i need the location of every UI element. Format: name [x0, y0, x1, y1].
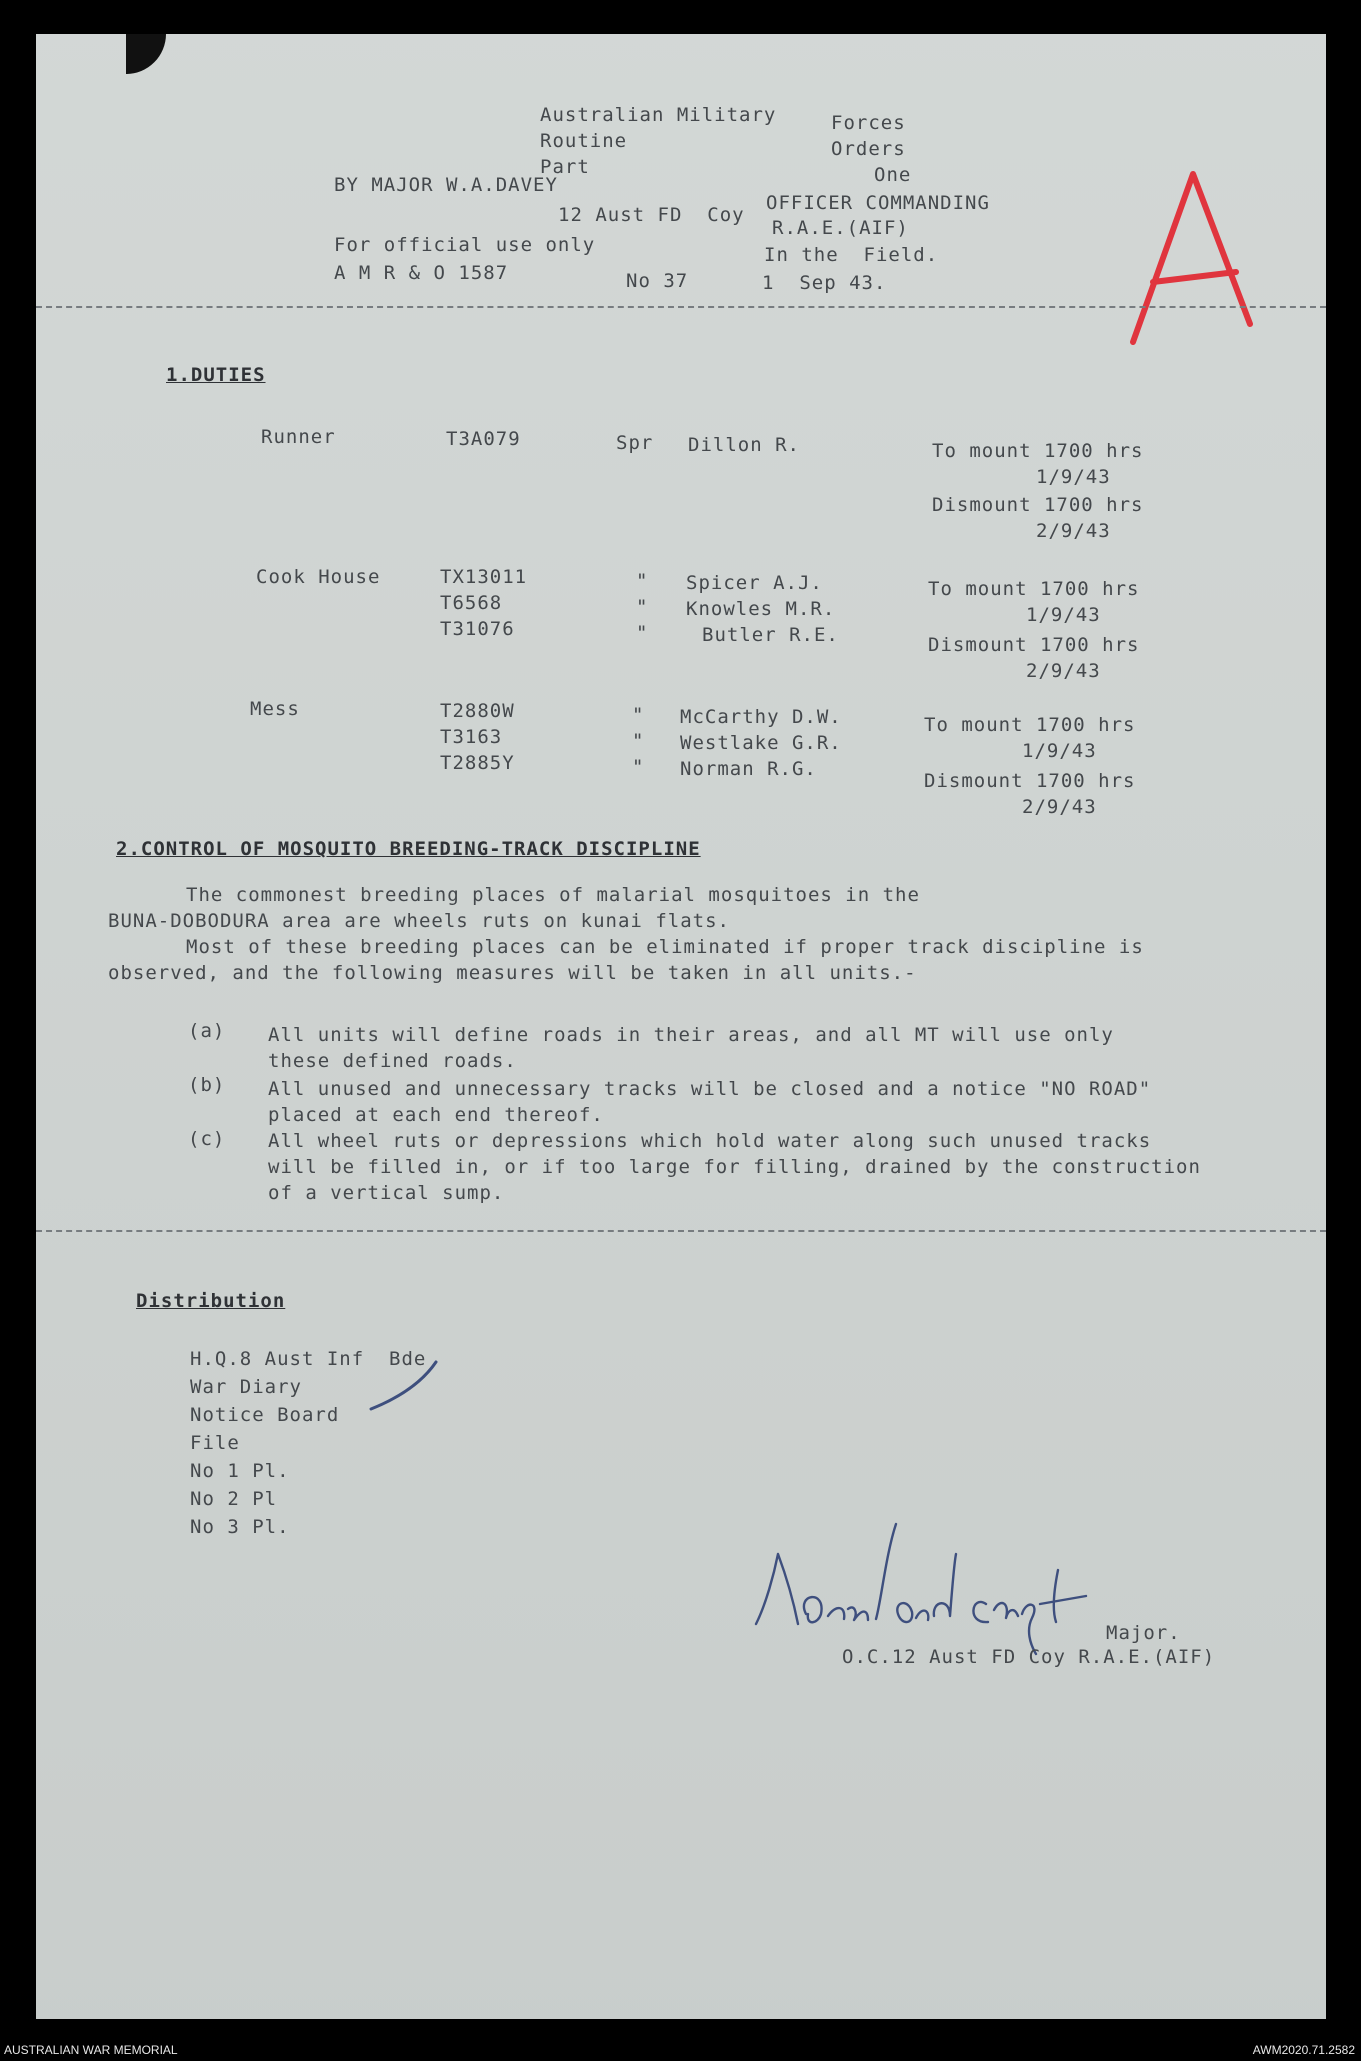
duty-dismount: Dismount 1700 hrs: [924, 770, 1136, 792]
header-line3-right: One: [874, 164, 912, 186]
header-by: BY MAJOR W.A.DAVEY: [334, 174, 558, 196]
para2-line1: Most of these breeding places can be eliminated if proper track discipline is: [186, 936, 1144, 958]
duty-number: TX13011: [440, 566, 528, 588]
duty-name: Knowles M.R.: [686, 598, 836, 620]
duty-number: T2880W: [440, 700, 515, 722]
item-b-line1: All unused and unnecessary tracks will be closed and a notice "NO ROAD": [268, 1078, 1152, 1100]
duty-rank: Spr: [616, 432, 654, 454]
header-line3-left: Part: [540, 156, 590, 178]
duty-rank: ": [636, 622, 649, 644]
duty-dismount-date: 2/9/43: [1036, 520, 1111, 542]
duty-number: T3A079: [446, 428, 521, 450]
duty-mount-date: 1/9/43: [1026, 604, 1101, 626]
header-aif: R.A.E.(AIF): [772, 217, 909, 239]
header-line1-right: Forces: [831, 112, 906, 134]
distribution-title: Distribution: [136, 1290, 286, 1312]
duty-dismount: Dismount 1700 hrs: [928, 634, 1140, 656]
duty-mount: To mount 1700 hrs: [924, 714, 1136, 736]
header-official: For official use only: [334, 234, 596, 256]
duty-mount: To mount 1700 hrs: [928, 578, 1140, 600]
duty-number: T3163: [440, 726, 503, 748]
duty-mount-date: 1/9/43: [1022, 740, 1097, 762]
duty-mess: Mess: [250, 698, 300, 720]
divider-line: [36, 306, 1326, 308]
duty-rank: ": [632, 704, 645, 726]
duty-name: Butler R.E.: [702, 624, 839, 646]
duty-rank: ": [632, 756, 645, 778]
item-c-line2: will be filled in, or if too large for filling, drained by the construction: [268, 1156, 1201, 1178]
duty-name: Norman R.G.: [680, 758, 817, 780]
distribution-item: H.Q.8 Aust Inf Bde: [190, 1348, 427, 1370]
distribution-item: No 1 Pl.: [190, 1460, 290, 1482]
duty-number: T31076: [440, 618, 515, 640]
item-c-label: (c): [188, 1128, 226, 1150]
signature-rank: Major.: [1106, 1622, 1181, 1644]
header-line2-right: Orders: [831, 138, 906, 160]
distribution-item: War Diary: [190, 1376, 302, 1398]
duty-mount: To mount 1700 hrs: [932, 440, 1144, 462]
header-date: 1 Sep 43.: [762, 272, 887, 294]
item-a-line1: All units will define roads in their areas, and all MT will use only: [268, 1024, 1114, 1046]
header-oc: OFFICER COMMANDING: [766, 192, 990, 214]
header-line1-left: Australian Military: [540, 104, 777, 126]
item-a-line2: these defined roads.: [268, 1050, 517, 1072]
para1-line1: The commonest breeding places of malarial mosquitoes in the: [186, 884, 920, 906]
item-a-label: (a): [188, 1020, 226, 1042]
header-in-field: In the Field.: [764, 244, 939, 266]
duty-mount-date: 1/9/43: [1036, 466, 1111, 488]
header-unit: 12 Aust FD Coy: [558, 204, 745, 226]
mosquito-section-title: 2.CONTROL OF MOSQUITO BREEDING-TRACK DISCIPLINE: [116, 838, 701, 860]
duty-number: T2885Y: [440, 752, 515, 774]
check-tick-mark: [366, 1354, 486, 1414]
duty-name: Dillon R.: [688, 434, 800, 456]
duty-rank: ": [632, 730, 645, 752]
distribution-item: No 3 Pl.: [190, 1516, 290, 1538]
item-c-line3: of a vertical sump.: [268, 1182, 505, 1204]
duty-dismount: Dismount 1700 hrs: [932, 494, 1144, 516]
duty-rank: ": [636, 570, 649, 592]
corner-stain: [126, 34, 166, 74]
archive-credit: AUSTRALIAN WAR MEMORIAL: [4, 2043, 178, 2057]
distribution-item: Notice Board: [190, 1404, 340, 1426]
archive-reference: AWM2020.71.2582: [1252, 2043, 1355, 2057]
item-c-line1: All wheel ruts or depressions which hold water along such unused tracks: [268, 1130, 1152, 1152]
duty-cook-house: Cook House: [256, 566, 381, 588]
duty-number: T6568: [440, 592, 503, 614]
duty-name: Spicer A.J.: [686, 572, 823, 594]
duty-rank: ": [636, 596, 649, 618]
distribution-item: No 2 Pl: [190, 1488, 278, 1510]
para2-line2: observed, and the following measures will be taken in all units.-: [108, 962, 917, 984]
signature-unit: O.C.12 Aust FD Coy R.A.E.(AIF): [842, 1646, 1216, 1668]
para1-line2: BUNA-DOBODURA area are wheels ruts on kunai flats.: [108, 910, 730, 932]
duty-runner: Runner: [261, 426, 336, 448]
header-line2-left: Routine: [540, 130, 628, 152]
duty-name: Westlake G.R.: [680, 732, 842, 754]
red-a-mark: [1118, 164, 1268, 354]
header-no: No 37: [626, 270, 689, 292]
duty-dismount-date: 2/9/43: [1026, 660, 1101, 682]
distribution-item: File: [190, 1432, 240, 1454]
duties-title: 1.DUTIES: [166, 364, 266, 386]
document-page: [36, 34, 1326, 2019]
divider-line: [36, 1230, 1326, 1232]
duty-name: McCarthy D.W.: [680, 706, 842, 728]
item-b-label: (b): [188, 1074, 226, 1096]
header-amr: A M R & O 1587: [334, 262, 509, 284]
duty-dismount-date: 2/9/43: [1022, 796, 1097, 818]
item-b-line2: placed at each end thereof.: [268, 1104, 604, 1126]
